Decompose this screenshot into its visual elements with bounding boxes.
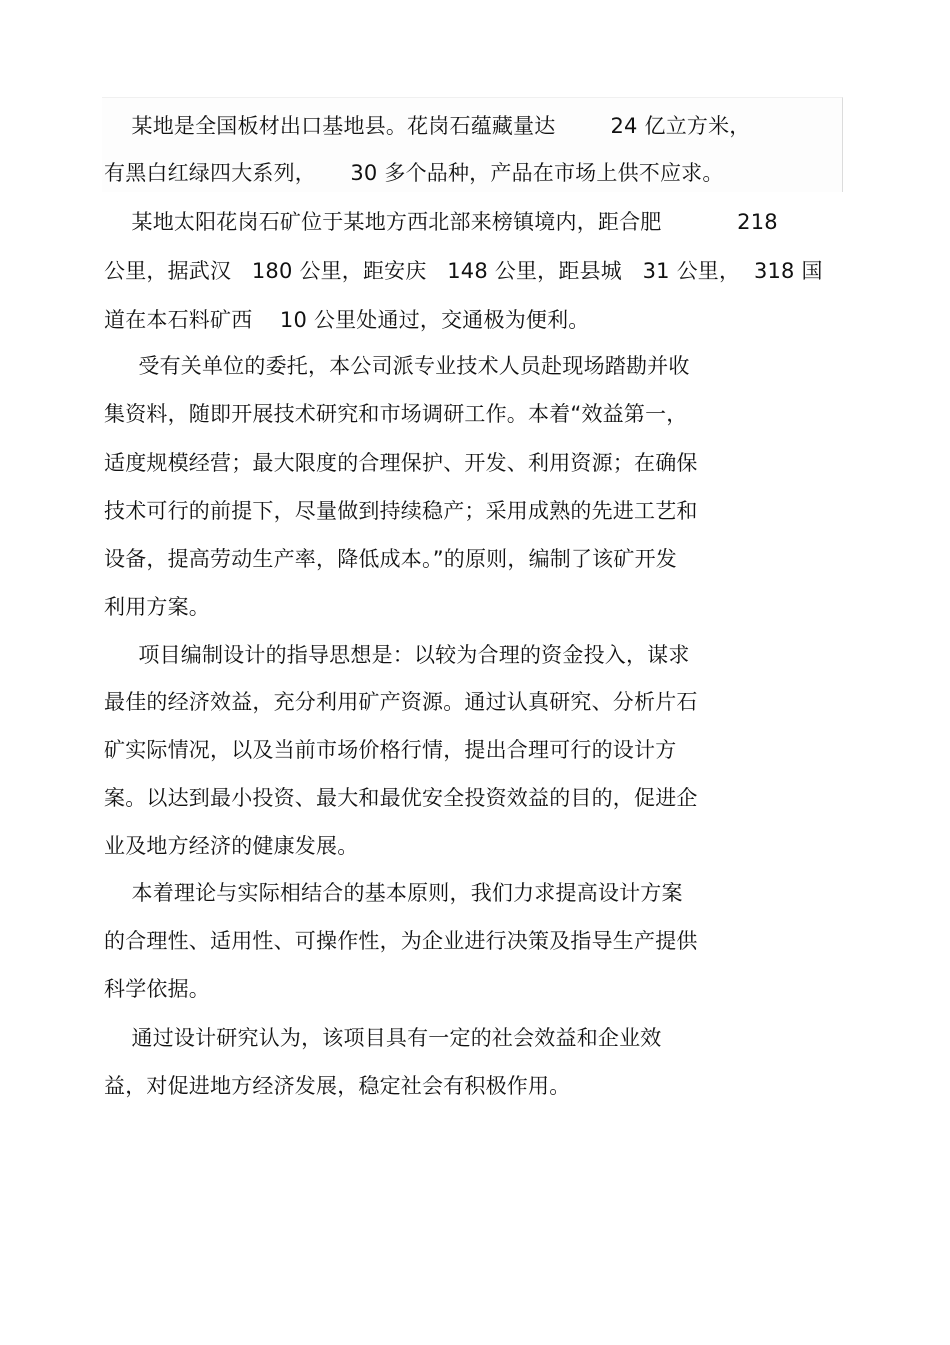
location-line-2: 公里，据武汉 180 公里，距安庆 148 公里，距县城 31 公里， 318 国: [104, 259, 823, 283]
intro-line-1: 某地是全国板材出口基地县。花岗石蕴藏量达 24 亿立方米，: [104, 114, 751, 138]
principle-line-3: 科学依据。: [104, 977, 210, 1001]
guiding-line-1: 项目编制设计的指导思想是：以较为合理的资金投入，谋求: [104, 643, 690, 667]
location-line-1: 某地太阳花岗石矿位于某地方西北部来榜镇境内，距合肥 218: [104, 210, 778, 234]
guiding-line-5: 业及地方经济的健康发展。: [104, 834, 359, 858]
location-line-3: 道在本石料矿西 10 公里处通过，交通极为便利。: [104, 308, 590, 332]
guiding-line-2: 最佳的经济效益，充分利用矿产资源。通过认真研究、分析片石: [104, 690, 698, 714]
commission-line-2: 集资料，随即开展技术研究和市场调研工作。本着“效益第一，: [104, 402, 688, 426]
conclusion-line-1: 通过设计研究认为，该项目具有一定的社会效益和企业效: [104, 1026, 662, 1050]
commission-line-3: 适度规模经营；最大限度的合理保护、开发、利用资源；在确保: [104, 451, 698, 475]
commission-line-5: 设备，提高劳动生产率，降低成本。”的原则，编制了该矿开发: [104, 547, 677, 571]
principle-line-2: 的合理性、适用性、可操作性，为企业进行决策及指导生产提供: [104, 929, 698, 953]
commission-line-6: 利用方案。: [104, 595, 210, 619]
conclusion-line-2: 益，对促进地方经济发展，稳定社会有积极作用。: [104, 1074, 571, 1098]
commission-line-1: 受有关单位的委托，本公司派专业技术人员赴现场踏勘并收: [104, 354, 690, 378]
commission-line-4: 技术可行的前提下，尽量做到持续稳产；采用成熟的先进工艺和: [104, 499, 698, 523]
guiding-line-3: 矿实际情况，以及当前市场价格行情，提出合理可行的设计方: [104, 738, 677, 762]
guiding-line-4: 案。以达到最小投资、最大和最优安全投资效益的目的，促进企: [104, 786, 698, 810]
principle-line-1: 本着理论与实际相结合的基本原则，我们力求提高设计方案: [104, 881, 683, 905]
intro-line-2: 有黑白红绿四大系列， 30 多个品种，产品在市场上供不应求。: [104, 161, 724, 185]
